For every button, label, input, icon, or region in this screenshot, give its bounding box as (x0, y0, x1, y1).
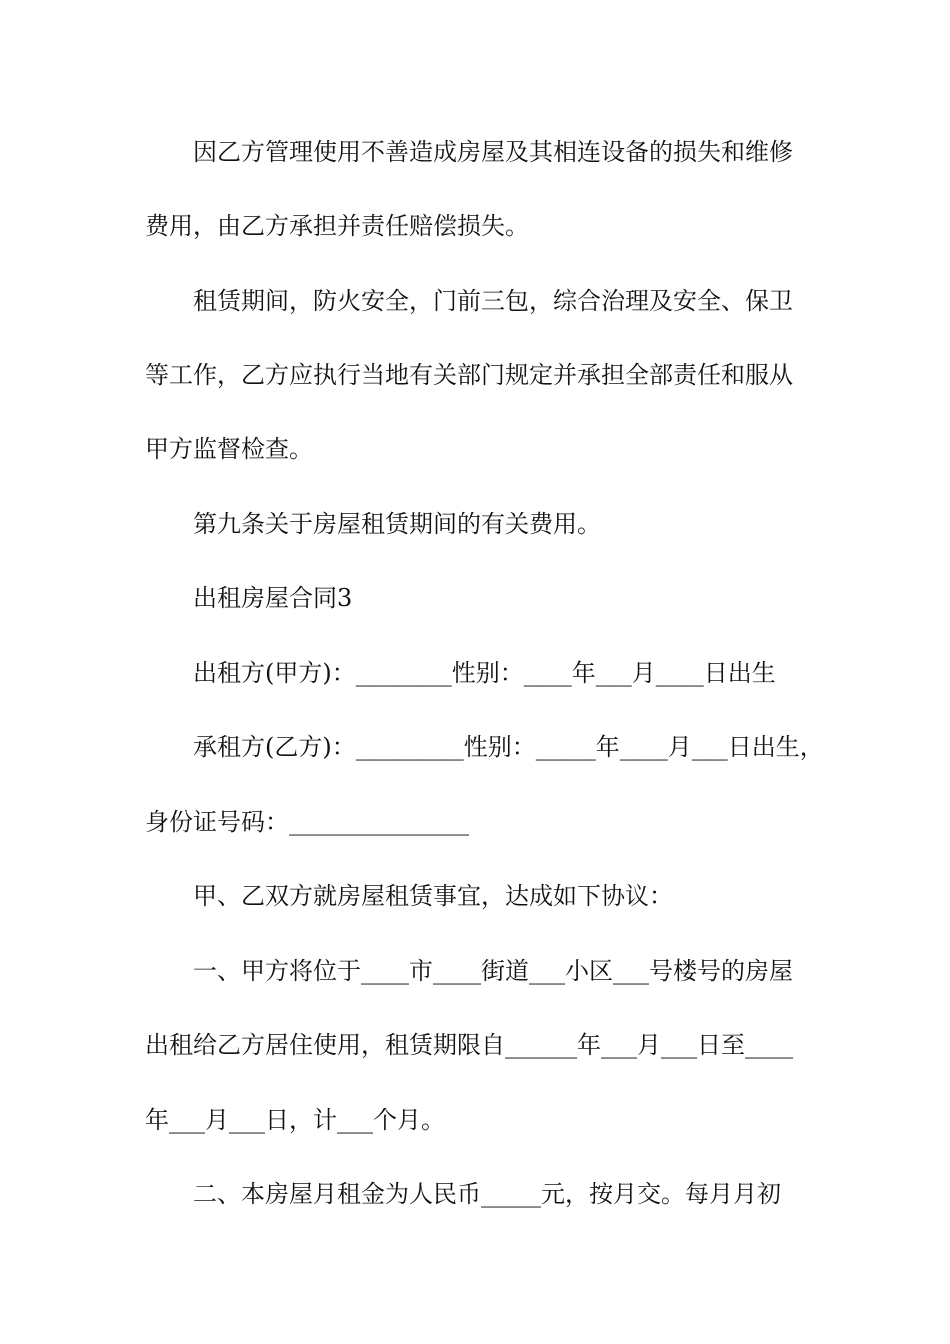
text-line: 年___月___日，计___个月。 (145, 1106, 445, 1134)
text-line: 出租给乙方居住使用，租赁期限自______年___月___日至____ (145, 1031, 793, 1059)
contract-title: 出租房屋合同3 (193, 584, 353, 612)
text-line: 因乙方管理使用不善造成房屋及其相连设备的损失和维修 (193, 138, 793, 166)
text-line: 等工作，乙方应执行当地有关部门规定并承担全部责任和服从 (145, 361, 793, 389)
clause-two: 二、本房屋月租金为人民币_____元，按月交。每月月初 (193, 1180, 781, 1208)
text-line: 甲方监督检查。 (145, 435, 313, 463)
section-heading: 第九条关于房屋租赁期间的有关费用。 (193, 510, 601, 538)
text-line: 甲、乙双方就房屋租赁事宜，达成如下协议： (193, 882, 673, 910)
text-line: 租赁期间，防火安全，门前三包，综合治理及安全、保卫 (193, 287, 793, 315)
text-line: 费用，由乙方承担并责任赔偿损失。 (145, 212, 529, 240)
clause-one: 一、甲方将位于____市____街道___小区___号楼号的房屋 (193, 957, 793, 985)
lessor-line: 出租方(甲方)：________性别：____年___月____日出生 (193, 659, 776, 687)
id-number-line: 身份证号码：_______________ (145, 808, 469, 836)
lessee-line: 承租方(乙方)：_________性别：_____年____月___日出生， (193, 733, 824, 761)
